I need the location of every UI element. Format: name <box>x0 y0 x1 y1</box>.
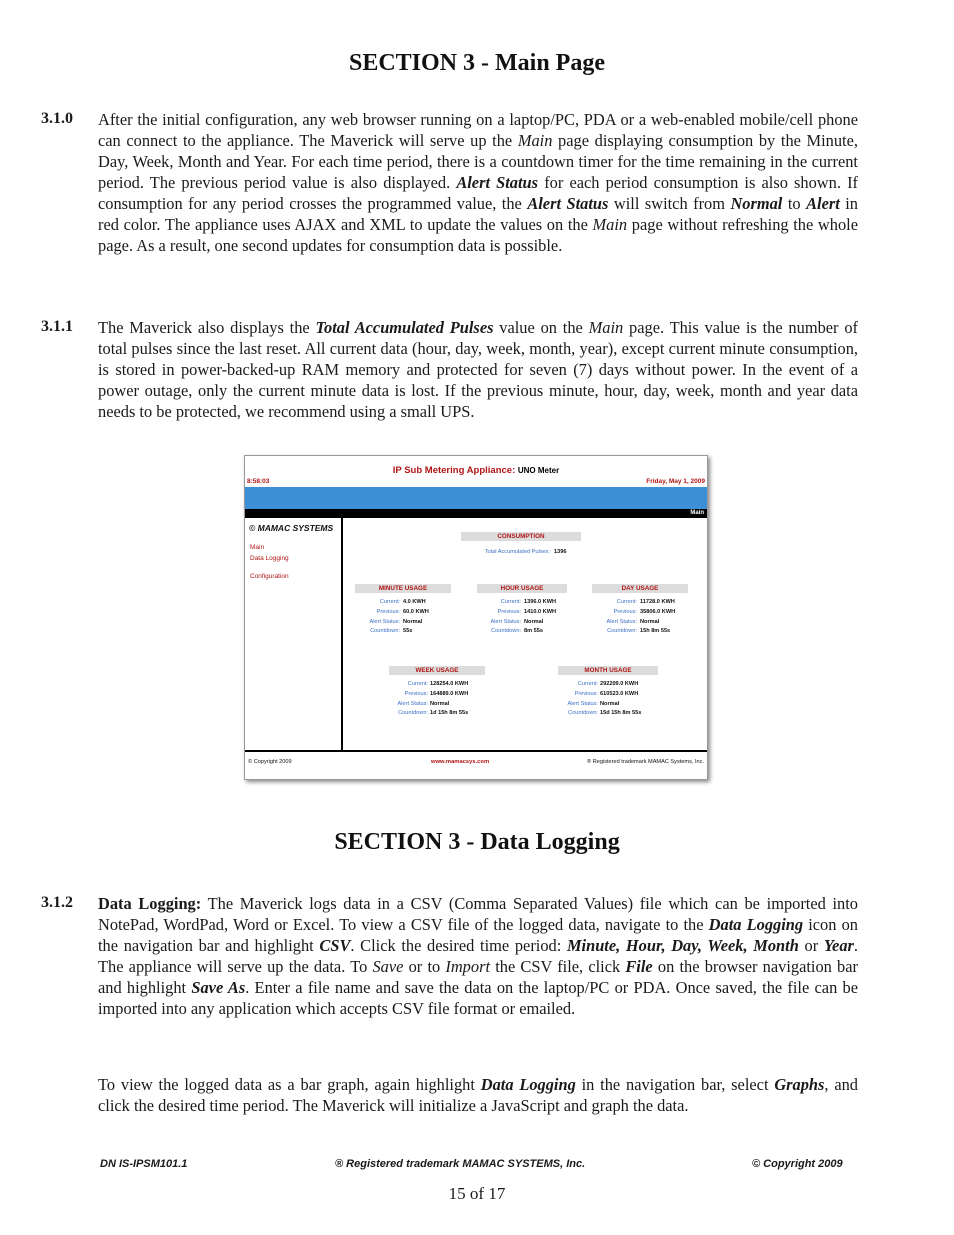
minute-previous-label: Previous: <box>376 609 400 615</box>
paragraph-number: 3.1.1 <box>41 318 73 335</box>
screenshot-trademark: ® Registered trademark MAMAC Systems, Inc. <box>587 759 704 765</box>
section-title-main-page: SECTION 3 - Main Page <box>348 50 605 76</box>
screenshot-header-band <box>245 487 707 509</box>
month-current-label: Current: <box>577 681 598 687</box>
footer-copyright: © Copyright 2009 <box>752 1158 843 1170</box>
day-previous-label: Previous: <box>613 609 637 615</box>
day-previous-value: 35806.0 KWH <box>640 609 676 615</box>
hour-countdown-label: Countdown: <box>491 628 521 634</box>
day-usage-header: DAY USAGE <box>592 584 688 593</box>
hour-usage-header: HOUR USAGE <box>477 584 567 593</box>
screenshot-date: Friday, May 1, 2009 <box>646 478 705 485</box>
month-alert-value: Normal <box>600 701 620 707</box>
screenshot-nav-bar-label: Main <box>690 510 704 516</box>
week-alert-value: Normal <box>430 701 450 707</box>
month-countdown-label: Countdown: <box>568 710 598 716</box>
week-countdown-label: Countdown: <box>398 710 428 716</box>
hour-previous-value: 1410.0 KWH <box>524 609 557 615</box>
total-pulses-value: 1396 <box>554 549 567 555</box>
week-current-label: Current: <box>407 681 428 687</box>
day-current-label: Current: <box>616 599 637 605</box>
nav-item-configuration: Configuration <box>250 573 289 580</box>
minute-countdown-label: Countdown: <box>370 628 400 634</box>
page-number: 15 of 17 <box>448 1184 506 1203</box>
day-countdown-label: Countdown: <box>607 628 637 634</box>
screenshot-time: 8:58:03 <box>247 478 270 485</box>
month-countdown-value: 15d 15h 8m 55s <box>600 710 642 716</box>
paragraph-graphs: To view the logged data as a bar graph, again highlight Data Logging in the navigation bar, select Graphs, and click the desired time period. The Maverick will initialize a JavaScript and graph the data. <box>98 1075 858 1115</box>
nav-item-data-logging: Data Logging <box>250 555 289 562</box>
minute-countdown-value: 55s <box>403 628 413 634</box>
screenshot-footer-rule <box>245 750 707 752</box>
hour-previous-label: Previous: <box>497 609 521 615</box>
sidebar-divider <box>341 518 343 750</box>
minute-alert-value: Normal <box>403 619 423 625</box>
hour-countdown-value: 8m 55s <box>524 628 543 634</box>
minute-alert-label: Alert Status: <box>369 619 400 625</box>
screenshot-nav-bar <box>245 509 707 518</box>
minute-usage-header: MINUTE USAGE <box>355 584 451 593</box>
hour-current-label: Current: <box>500 599 521 605</box>
month-previous-value: 610523.0 KWH <box>600 691 639 697</box>
footer-doc-id: DN IS-IPSM101.1 <box>100 1158 188 1170</box>
paragraph-3-1-1: The Maverick also displays the Total Accumulated Pulses value on the Main page. This value is the number of total pulses since the last reset. All current data (hour, day, week, month, year), except current minute consumption, is stored in power-backed-up RAM memory and protected for seven (7) days without power. In the event of a power outage, only the current minute data is lost. If the previous minute, hour, day, week, month and year data needs to be protected, we recommend using a small UPS. <box>98 318 858 421</box>
hour-current-value: 1396.0 KWH <box>524 599 557 605</box>
minute-current-value: 4.0 KWH <box>403 599 426 605</box>
month-current-value: 292209.0 KWH <box>600 681 639 687</box>
paragraph-number: 3.1.0 <box>41 110 73 127</box>
minute-current-label: Current: <box>379 599 400 605</box>
main-page-screenshot <box>244 455 708 780</box>
month-usage-header: MONTH USAGE <box>558 666 658 675</box>
consumption-header: CONSUMPTION <box>461 532 581 541</box>
total-pulses-label: Total Accumulated Pulses: <box>484 549 550 555</box>
month-previous-label: Previous: <box>574 691 598 697</box>
week-alert-label: Alert Status: <box>397 701 428 707</box>
paragraph-3-1-0: After the initial configuration, any web browser running on a laptop/PC, PDA or a web-enabled mobile/cell phone can connect to the appliance. The Maverick will serve up the Main page displaying consumption by the Minute, Day, Week, Month and Year. For each time period, there is a countdown timer for the time remaining in the current period. The previous period value is also displayed. Alert Status for each period consumption is also shown. If consumption for any period crosses the programmed value, the Alert Status will switch from Normal to Alert in red color. The appliance uses AJAX and XML to update the values on the Main page without refreshing the whole page. As a result, one second updates for consumption data is possible. <box>98 110 859 255</box>
week-usage-header: WEEK USAGE <box>389 666 485 675</box>
footer-trademark: ® Registered trademark MAMAC SYSTEMS, Inc. <box>335 1158 586 1170</box>
day-current-value: 11728.0 KWH <box>640 599 675 605</box>
screenshot-copyright: © Copyright 2009 <box>248 759 292 765</box>
mamac-logo: © MAMAC SYSTEMS <box>249 523 334 533</box>
paragraph-number: 3.1.2 <box>41 894 73 911</box>
day-countdown-value: 15h 8m 55s <box>640 628 671 634</box>
hour-alert-value: Normal <box>524 619 544 625</box>
minute-previous-value: 60.0 KWH <box>403 609 429 615</box>
paragraph-3-1-2: Data Logging: The Maverick logs data in a CSV (Comma Separated Values) file which can be imported into NotePad, WordPad, Word or Excel. To view a CSV file of the logged data, navigate to the Data Logging icon on the navigation bar and highlight CSV. Click the desired time period: Minute, Hour, Day, Week, Month or Year. The appliance will serve up the data. To Save or to Import the CSV file, click File on the browser navigation bar and highlight Save As. Enter a file name and save the data on the laptop/PC or PDA. Once saved, the file can be imported into any application which accepts CSV file format or emailed. <box>98 894 858 1018</box>
month-alert-label: Alert Status: <box>567 701 598 707</box>
week-countdown-value: 1d 15h 8m 55s <box>430 710 469 716</box>
week-previous-value: 164889.0 KWH <box>430 691 469 697</box>
day-alert-value: Normal <box>640 619 660 625</box>
nav-item-main: Main <box>250 544 265 551</box>
week-previous-label: Previous: <box>404 691 428 697</box>
screenshot-url-link: www.mamacsys.com <box>431 759 490 765</box>
day-alert-label: Alert Status: <box>606 619 637 625</box>
hour-alert-label: Alert Status: <box>490 619 521 625</box>
week-current-value: 128254.0 KWH <box>430 681 469 687</box>
section-title-data-logging: SECTION 3 - Data Logging <box>334 829 620 855</box>
screenshot-title: IP Sub Metering Appliance: UNO Meter <box>392 465 560 476</box>
